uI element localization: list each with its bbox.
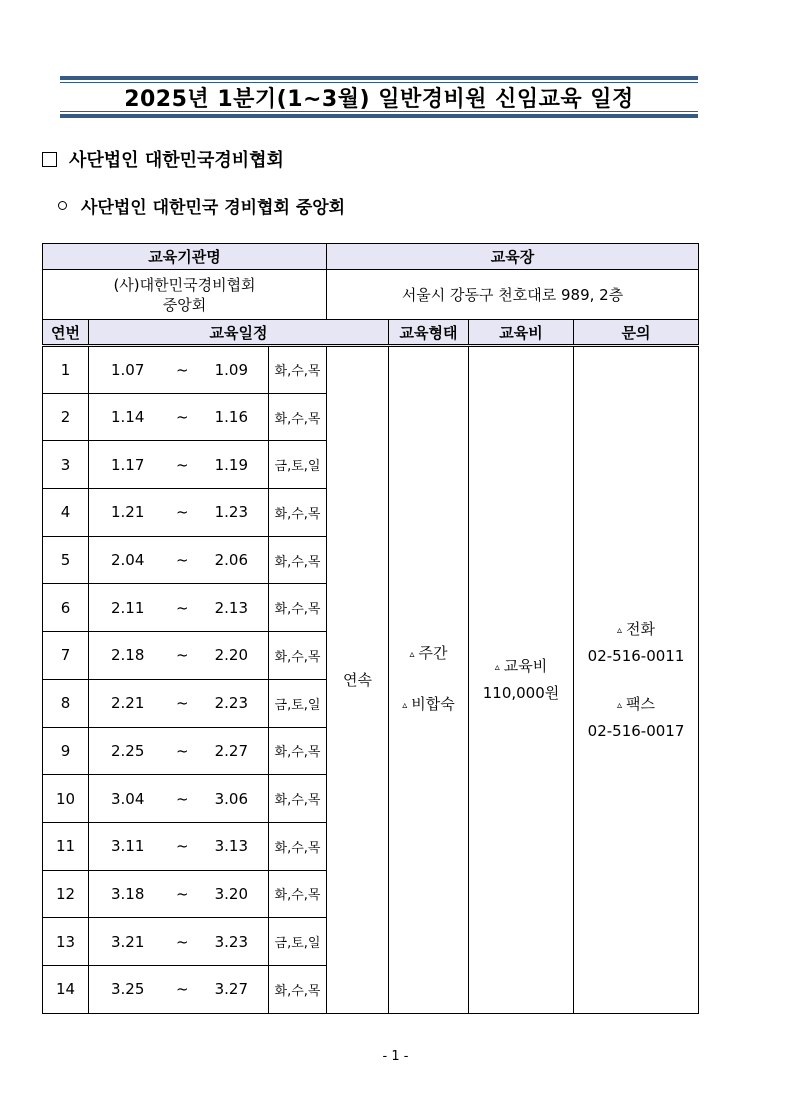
row-date-range: [89, 536, 269, 584]
row-no: 13: [43, 918, 89, 966]
row-date-range: [89, 584, 269, 632]
row-date-range: [89, 870, 269, 918]
row-start-date: 2.21: [111, 694, 145, 713]
spacer: [389, 668, 468, 692]
row-start-date: 3.04: [111, 789, 145, 808]
row-days: 화,수,목: [269, 727, 327, 775]
row-no: 1: [43, 346, 89, 394]
contact-cell: [574, 346, 699, 1014]
header-row-org: [43, 244, 699, 270]
row-no: 2: [43, 393, 89, 441]
row-tilde: ~: [176, 789, 189, 808]
header-place: 교육장: [327, 244, 699, 270]
org-name-line2: 중앙회: [162, 295, 207, 314]
table-row: [43, 346, 699, 394]
row-end-date: 2.23: [214, 694, 248, 713]
row-start-date: 2.18: [111, 646, 145, 665]
section-heading-text: 사단법인 대한민국경비협회: [69, 150, 284, 171]
page-title: 2025년 1분기(1~3월) 일반경비원 신임교육 일정: [124, 86, 634, 112]
triangle-bullet-icon: ▵: [409, 648, 415, 660]
row-date-range: [89, 679, 269, 727]
row-tilde: ~: [176, 455, 189, 474]
phone-label-line: [574, 617, 698, 644]
row-days: 화,수,목: [269, 393, 327, 441]
row-days: 화,수,목: [269, 822, 327, 870]
phone-label: 전화: [626, 619, 656, 638]
section-heading: [42, 146, 284, 172]
header-org: 교육기관명: [43, 244, 327, 270]
spacer: [574, 668, 698, 692]
row-tilde: ~: [176, 503, 189, 522]
row-tilde: ~: [176, 741, 189, 760]
row-date-range: [89, 393, 269, 441]
row-end-date: 1.19: [214, 455, 248, 474]
row-end-date: 2.20: [214, 646, 248, 665]
row-end-date: 2.13: [214, 598, 248, 617]
row-end-date: 3.06: [214, 789, 248, 808]
row-tilde: ~: [176, 932, 189, 951]
triangle-bullet-icon: ▵: [402, 699, 408, 711]
row-end-date: 3.13: [214, 837, 248, 856]
triangle-bullet-icon: ▵: [617, 624, 623, 636]
fee-label-line: [469, 654, 573, 681]
row-no: 12: [43, 870, 89, 918]
fee-value: 110,000원: [482, 684, 560, 703]
type-cell: [389, 346, 469, 1014]
org-name-line1: (사)대한민국경비협회: [113, 275, 256, 294]
row-tilde: ~: [176, 694, 189, 713]
org-name-cell: [43, 270, 327, 320]
row-date-range: [89, 346, 269, 394]
row-start-date: 1.17: [111, 455, 145, 474]
page-number: - 1 -: [382, 1049, 409, 1064]
triangle-bullet-icon: ▵: [494, 662, 500, 674]
row-start-date: 3.21: [111, 932, 145, 951]
type-line-2: [389, 692, 468, 719]
row-no: 11: [43, 822, 89, 870]
row-days: 화,수,목: [269, 489, 327, 537]
row-date-range: [89, 918, 269, 966]
row-start-date: 3.25: [111, 980, 145, 999]
row-end-date: 3.20: [214, 884, 248, 903]
row-no: 7: [43, 632, 89, 680]
type-lodging: 비합숙: [411, 694, 455, 713]
row-days: 화,수,목: [269, 775, 327, 823]
fax-label-line: [574, 692, 698, 719]
row-days: 화,수,목: [269, 870, 327, 918]
method-cell: 연속: [327, 346, 389, 1014]
row-no: 5: [43, 536, 89, 584]
row-end-date: 3.23: [214, 932, 248, 951]
row-no: 6: [43, 584, 89, 632]
row-days: 금,토,일: [269, 441, 327, 489]
row-start-date: 1.07: [111, 360, 145, 379]
header-contact: 문의: [574, 320, 699, 346]
row-no: 8: [43, 679, 89, 727]
subsection-heading-text: 사단법인 대한민국 경비협회 중앙회: [81, 198, 346, 218]
row-tilde: ~: [176, 884, 189, 903]
fax-number: 02-516-0017: [587, 721, 685, 740]
row-tilde: ~: [176, 646, 189, 665]
row-date-range: [89, 775, 269, 823]
row-end-date: 1.09: [214, 360, 248, 379]
row-start-date: 1.14: [111, 408, 145, 427]
row-no: 3: [43, 441, 89, 489]
header-row-schedule: [43, 320, 699, 346]
row-tilde: ~: [176, 837, 189, 856]
row-date-range: [89, 822, 269, 870]
header-schedule: 교육일정: [89, 320, 389, 346]
row-date-range: [89, 965, 269, 1013]
type-day: 주간: [418, 643, 448, 662]
subsection-heading: [58, 193, 345, 218]
row-end-date: 1.16: [214, 408, 248, 427]
row-start-date: 3.18: [111, 884, 145, 903]
row-tilde: ~: [176, 360, 189, 379]
row-date-range: [89, 727, 269, 775]
circle-bullet-icon: [58, 201, 67, 210]
schedule-table: [42, 243, 699, 1014]
row-start-date: 2.04: [111, 551, 145, 570]
header-fee: 교육비: [469, 320, 574, 346]
header-no: 연번: [43, 320, 89, 346]
row-days: 화,수,목: [269, 965, 327, 1013]
row-end-date: 3.27: [214, 980, 248, 999]
fee-cell: [469, 346, 574, 1014]
row-tilde: ~: [176, 598, 189, 617]
row-tilde: ~: [176, 408, 189, 427]
row-days: 화,수,목: [269, 346, 327, 394]
row-end-date: 2.06: [214, 551, 248, 570]
phone-number: 02-516-0011: [587, 646, 685, 665]
row-tilde: ~: [176, 551, 189, 570]
row-end-date: 2.27: [214, 741, 248, 760]
org-row: [43, 270, 699, 320]
row-tilde: ~: [176, 980, 189, 999]
row-end-date: 1.23: [214, 503, 248, 522]
row-date-range: [89, 441, 269, 489]
row-start-date: 2.11: [111, 598, 145, 617]
row-no: 4: [43, 489, 89, 537]
row-days: 금,토,일: [269, 679, 327, 727]
row-no: 10: [43, 775, 89, 823]
title-banner: [60, 76, 698, 118]
row-days: 화,수,목: [269, 584, 327, 632]
header-type: 교육형태: [389, 320, 469, 346]
row-start-date: 2.25: [111, 741, 145, 760]
fax-label: 팩스: [626, 694, 656, 713]
row-days: 화,수,목: [269, 536, 327, 584]
fee-label: 교육비: [503, 657, 548, 676]
row-date-range: [89, 632, 269, 680]
row-start-date: 1.21: [111, 503, 145, 522]
type-line-1: [389, 641, 468, 668]
place-cell: 서울시 강동구 천호대로 989, 2층: [327, 270, 699, 320]
row-start-date: 3.11: [111, 837, 145, 856]
row-date-range: [89, 489, 269, 537]
row-days: 화,수,목: [269, 632, 327, 680]
row-days: 금,토,일: [269, 918, 327, 966]
checkbox-square-icon: [42, 152, 57, 167]
row-no: 14: [43, 965, 89, 1013]
triangle-bullet-icon: ▵: [617, 699, 623, 711]
row-no: 9: [43, 727, 89, 775]
